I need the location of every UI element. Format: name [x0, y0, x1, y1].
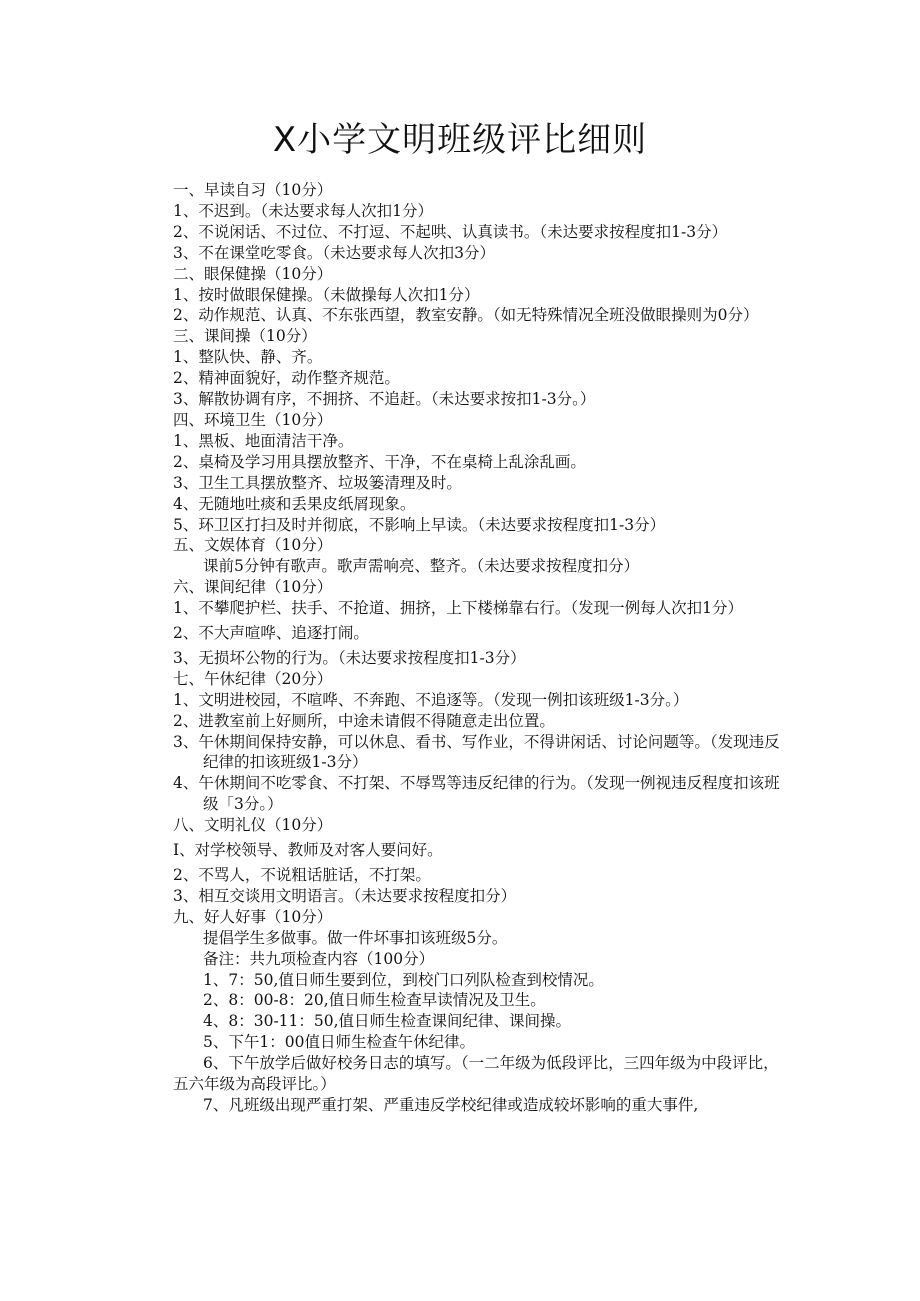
list-item: 4、午休期间不吃零食、不打架、不辱骂等违反纪律的行为。（发现一例视违反程度扣该班级「3分。）: [173, 774, 780, 814]
section-heading: 一、早读自习（10分）: [173, 181, 333, 199]
document-body: [173, 180, 788, 1116]
list-item: 3、不在课堂吃零食。（未达要求每人次扣3分）: [173, 243, 495, 262]
remark-item: 5、下午1：00值日师生检查午休纪律。: [203, 1033, 475, 1052]
section-heading: 二、眼保健操（10分）: [173, 264, 333, 283]
list-item: 1、不迟到。（未达要求每人次扣1分）: [173, 201, 433, 220]
remarks-heading: 备注：共九项检查内容（100分）: [203, 949, 435, 968]
list-item: 2、进教室前上好厕所，中途未请假不得随意走出位置。: [173, 711, 555, 730]
list-item: 1、文明进校园，不喧哗、不奔跑、不追逐等。（发现一例扣该班级1-3分。）: [173, 690, 689, 709]
list-item: 1、黑板、地面清洁干净。: [173, 431, 354, 450]
list-item: 3、午休期间保持安静，可以休息、看书、写作业，不得讲闲话、讨论问题等。（发现违反纪律的扣该班级1-3分）: [173, 732, 780, 772]
list-item: 5、环卫区打扫及时并彻底，不影响上早读。（未达要求按程度扣1-3分）: [173, 515, 666, 534]
section-heading: 四、环境卫生（10分）: [173, 410, 333, 429]
list-item: 3、卫生工具摆放整齐、垃圾篓清理及时。: [173, 473, 462, 492]
section-note: 提倡学生多做事。做一件坏事扣该班级5分。: [203, 928, 508, 947]
document-title: X小学文明班级评比细则: [272, 120, 648, 160]
remark-item: 6、下午放学后做好校务日志的填写。（一二年级为低段评比，三四年级为中段评比，五六年级为高段评比。）: [173, 1054, 779, 1094]
section-heading: 五、文娱体育（10分）: [173, 536, 333, 555]
list-item: 2、动作规范、认真、不东张西望，教室安静。（如无特殊情况全班没做眼操则为0分）: [173, 306, 759, 325]
remark-item: 1、7：50,值日师生要到位，到校门口列队检查到校情况。: [203, 970, 604, 989]
remark-item: 7、凡班级出现严重打架、严重违反学校纪律或造成较坏影响的重大事件,: [203, 1095, 699, 1114]
list-item: 3、相互交谈用文明语言。（未达要求按程度扣分）: [173, 886, 517, 905]
list-item: 1、整队快、静、齐。: [173, 348, 323, 367]
section-heading: 九、好人好事（10分）: [173, 907, 333, 926]
list-item: 1、按时做眼保健操。（未做操每人次扣1分）: [173, 285, 480, 304]
list-item: 1、不攀爬护栏、扶手、不抢道、拥挤，上下楼梯靠右行。（发现一例每人次扣1分）: [173, 599, 743, 618]
section-heading: 六、课间纪律（10分）: [173, 578, 333, 597]
section-heading: 八、文明礼仪（10分）: [173, 816, 333, 835]
list-item: 2、不说闲话、不过位、不打逗、不起哄、认真读书。（未达要求按程度扣1-3分）: [173, 222, 728, 241]
list-item: 3、无损坏公物的行为。（未达要求按程度扣1-3分）: [173, 648, 526, 667]
list-item: 2、桌椅及学习用具摆放整齐、干净，不在桌椅上乱涂乱画。: [173, 452, 586, 471]
section-heading: 三、课间操（10分）: [173, 327, 317, 346]
list-item: 3、解散协调有序，不拥挤、不追赶。（未达要求按扣1-3分。）: [173, 390, 596, 409]
remark-item: 4、8：30-11：50,值日师生检查课间纪律、课间操。: [203, 1012, 572, 1031]
list-item: 2、精神面貌好，动作整齐规范。: [173, 369, 400, 388]
remark-item: 2、8：00-8：20,值日师生检查早读情况及卫生。: [203, 991, 546, 1010]
list-item: 2、不骂人，不说粗话脏话，不打架。: [173, 866, 431, 884]
list-item: I、对学校领导、教师及对客人要问好。: [173, 841, 443, 860]
section-note: 课前5分钟有歌声。歌声需响亮、整齐。（未达要求按程度扣分）: [203, 557, 640, 576]
list-item: 4、无随地吐痰和丢果皮纸屑现象。: [173, 494, 416, 513]
section-heading: 七、午休纪律（20分）: [173, 669, 333, 688]
list-item: 2、不大声喧哗、追逐打闹。: [173, 624, 369, 643]
